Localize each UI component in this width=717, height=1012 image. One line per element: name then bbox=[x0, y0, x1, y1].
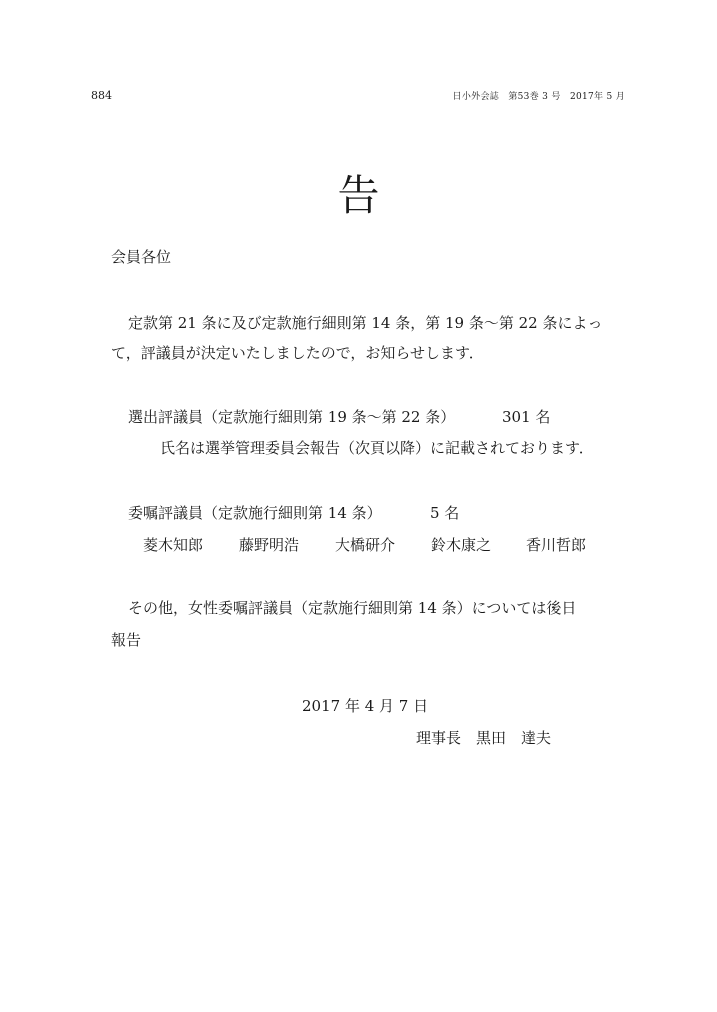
appointed-councilors-count: 5 名 bbox=[430, 504, 460, 522]
page-title: 告 bbox=[337, 171, 380, 220]
intro-line-2: て，評議員が決定いたしましたので，お知らせします． bbox=[111, 344, 484, 362]
member-name: 香川哲郎 bbox=[526, 536, 587, 554]
elected-councilors-count: 301 名 bbox=[502, 408, 551, 426]
page-number: 884 bbox=[91, 89, 112, 102]
salutation: 会員各位 bbox=[111, 248, 172, 266]
elected-councilors-label: 選出評議員（定款施行細則第 19 条～第 22 条） bbox=[128, 408, 456, 426]
member-name: 大橋研介 bbox=[335, 536, 396, 554]
other-note-line-2: 報告 bbox=[111, 631, 142, 649]
other-note-line-1: その他，女性委嘱評議員（定款施行細則第 14 条）については後日 bbox=[128, 599, 577, 617]
intro-line-1: 定款第 21 条に及び定款施行細則第 14 条，第 19 条～第 22 条によっ bbox=[128, 314, 603, 332]
member-name: 藤野明浩 bbox=[239, 536, 300, 554]
signature: 理事長 黒田 達夫 bbox=[416, 729, 552, 747]
notice-date: 2017 年 4 月 7 日 bbox=[302, 697, 429, 715]
appointed-councilors-label: 委嘱評議員（定款施行細則第 14 条） bbox=[128, 504, 382, 522]
running-header: 日小外会誌 第53巻 3 号 2017年 5 月 bbox=[452, 92, 625, 102]
elected-councilors-note: 氏名は選挙管理委員会報告（次頁以降）に記載されております． bbox=[160, 439, 594, 457]
member-name: 鈴木康之 bbox=[431, 536, 492, 554]
member-name: 菱木知郎 bbox=[143, 536, 204, 554]
